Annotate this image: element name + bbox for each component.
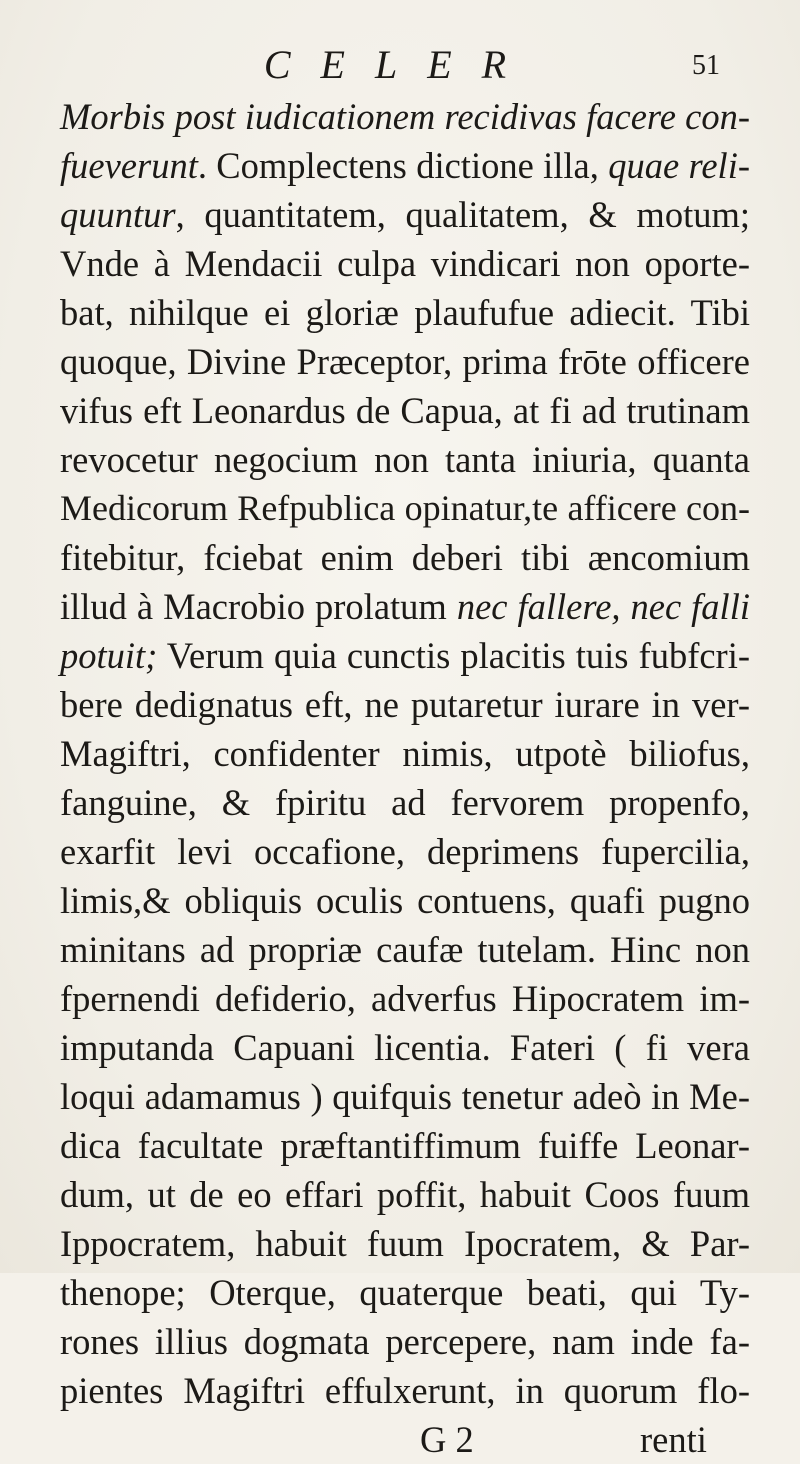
text-line [60,1219,750,1268]
text-segment: quoque, Divine Præceptor, prima frōte officere [60,341,750,382]
text-segment: rones illius dogmata percepere, nam inde fa- [60,1321,750,1362]
text-line [60,533,750,582]
italic-text: potuit; [60,635,158,676]
text-line [60,1317,750,1366]
text-line [60,435,750,484]
body-text [60,92,750,1464]
text-segment: minitans ad propriæ caufæ tutelam. Hinc non [60,929,750,970]
italic-text: quuntur [60,194,176,235]
text-line [60,925,750,974]
text-segment: illud à Macrobio prolatum [60,586,457,627]
page-header [0,40,800,90]
text-line [60,1023,750,1072]
text-segment: revocetur negocium non tanta iniuria, quanta [60,439,750,480]
text-segment: fanguine, & fpiritu ad fervorem propenfo, [60,782,750,823]
text-line [60,1268,750,1317]
text-line [60,876,750,925]
italic-text: quae reli- [608,145,750,186]
italic-text: fueverunt [60,145,198,186]
text-line [60,484,750,533]
text-segment: exarfit levi occafione, deprimens fupercilia, [60,831,750,872]
text-segment: dum, ut de eo effari poffit, habuit Coos fuum [60,1174,750,1215]
text-segment: fitebitur, fciebat enim deberi tibi æncomium [60,537,750,578]
text-segment: Vnde à Mendacii culpa vindicari non oporte- [60,243,750,284]
text-segment: , quantitatem, qualitatem, & motum; [175,194,750,235]
text-segment: bere dedignatus eft, ne putaretur iurare in ver- [60,684,750,725]
text-line [60,729,750,778]
text-line [60,190,750,239]
text-line [60,827,750,876]
text-segment: thenope; Oterque, quaterque beati, qui Ty- [60,1272,750,1313]
text-segment: fpernendi defiderio, adverfus Hipocratem im- [60,978,750,1019]
page-number: 51 [692,50,720,81]
text-segment: limis,& obliquis oculis contuens, quafi pugno [60,880,750,921]
text-segment: bat, nihilque ei gloriæ plaufufue adiecit. Tibi [60,292,750,333]
text-line [60,141,750,190]
text-line [60,582,750,631]
text-line [60,974,750,1023]
text-line [60,1121,750,1170]
text-line [60,778,750,827]
italic-text: nec fallere, nec falli [456,586,750,627]
text-line [60,288,750,337]
signature-mark: G 2 [420,1419,474,1460]
text-line [60,92,750,141]
text-line [60,1072,750,1121]
text-segment: . Complectens dictione illa, [197,145,609,186]
text-line [60,386,750,435]
text-line [60,631,750,680]
text-segment: Medicorum Refpublica opinatur,te afficere con- [60,488,750,528]
text-segment: dica facultate præftantiffimum fuiffe Leonar- [60,1125,750,1166]
text-segment: Ippocratem, habuit fuum Ipocratem, & Par- [60,1223,750,1264]
text-segment: vifus eft Leonardus de Capua, at fi ad trutinam [60,390,750,431]
text-line [60,1366,750,1415]
text-line [60,337,750,386]
text-segment: imputanda Capuani licentia. Fateri ( fi vera [60,1027,750,1068]
catchword: renti [640,1419,707,1460]
text-line [60,680,750,729]
italic-text: Morbis post iudicationem recidivas facere con- [60,96,750,137]
text-segment: pientes Magiftri effulxerunt, in quorum flo- [60,1370,750,1411]
page-footer [60,1415,750,1464]
text-segment: loqui adamamus ) quifquis tenetur adeò in Me- [60,1076,750,1117]
text-line [60,1170,750,1219]
text-line [60,239,750,288]
text-segment: Verum quia cunctis placitis tuis fubfcri- [157,635,750,676]
text-segment: Magiftri, confidenter nimis, utpotè biliofus, [60,733,750,774]
running-title: CELER [263,42,537,87]
